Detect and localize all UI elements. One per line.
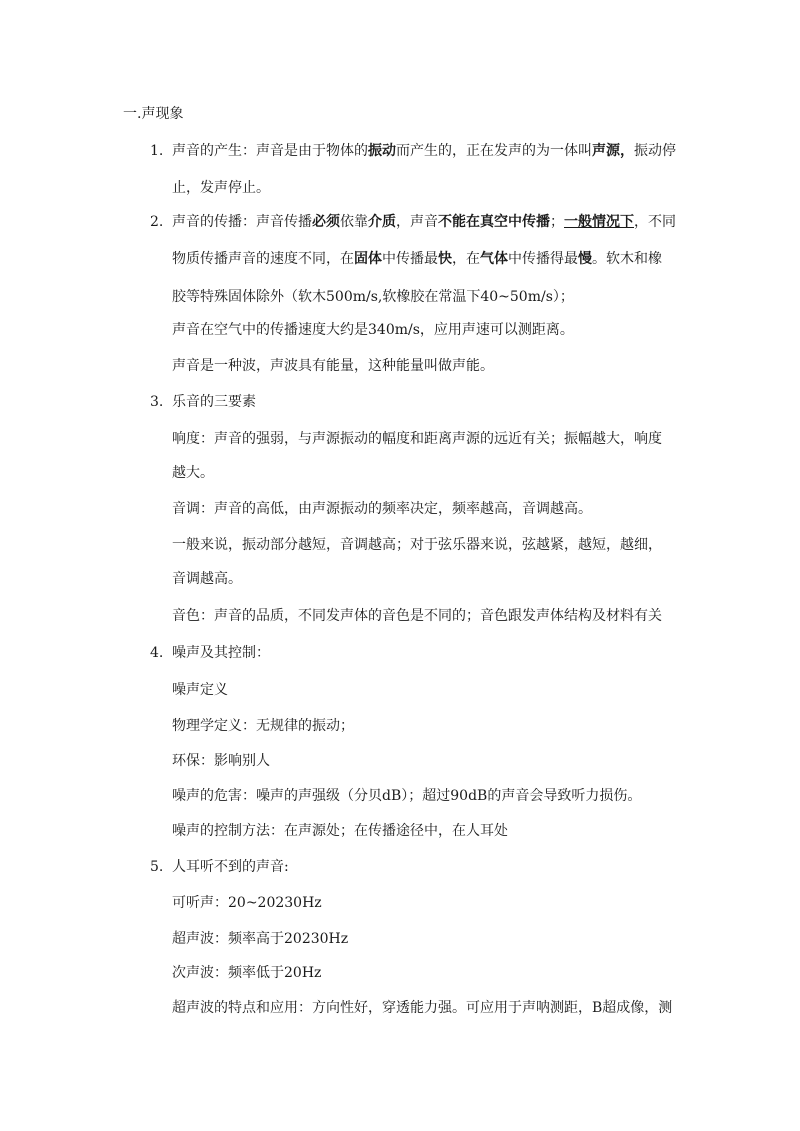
section-title: 一.声现象 [123,106,184,122]
paragraph-line: 人耳听不到的声音: [172,859,289,875]
paragraph-line: 响度：声音的强弱，与声源振动的幅度和距离声源的远近有关；振幅越大，响度 [172,431,662,447]
bold-term: 介质 [368,214,396,230]
bold-term: 振动 [368,143,396,159]
paragraph-line: 噪声定义 [172,682,228,698]
list-number: 2. [150,214,164,230]
paragraph-line: 噪声及其控制： [172,645,270,661]
paragraph-line: 可听声：20~20230Hz [172,895,322,911]
bold-term: 必须 [312,214,340,230]
paragraph-line: 超声波：频率高于20230Hz [172,931,349,947]
paragraph-line: 声音在空气中的传播速度大约是340m/s，应用声速可以测距离。 [172,322,574,338]
list-number: 4. [150,645,164,661]
bold-term: 不能在真空中传播 [438,214,550,230]
paragraph-line: 止，发声停止。 [172,180,270,196]
paragraph-line: 超声波的特点和应用：方向性好，穿透能力强。可应用于声呐测距，B超成像，测 [172,1000,673,1016]
list-number: 5. [150,859,164,875]
paragraph-line: 声音的传播：声音传播必须依靠介质，声音不能在真空中传播；一般情况下，不同 [172,214,676,230]
list-number: 3. [150,394,164,410]
paragraph-line: 环保：影响别人 [172,753,270,769]
bold-term: 声源， [592,143,634,159]
bold-term: 气体 [480,251,508,267]
paragraph-line: 音调越高。 [172,571,242,587]
paragraph-line: 噪声的危害：噪声的声强级（分贝dB）；超过90dB的声音会导致听力损伤。 [172,788,642,804]
paragraph-line: 物理学定义：无规律的振动； [172,718,354,734]
paragraph-line: 声音的产生：声音是由于物体的振动而产生的，正在发声的为一体叫声源，振动停 [172,143,676,159]
paragraph-line: 音调：声音的高低，由声源振动的频率决定，频率越高，音调越高。 [172,501,592,517]
bold-underlined-term: 一般情况下 [564,214,634,230]
list-number: 1. [150,143,164,159]
paragraph-line: 噪声的控制方法：在声源处；在传播途径中，在人耳处 [172,823,508,839]
paragraph-line: 乐音的三要素 [172,394,256,410]
paragraph-line: 一般来说，振动部分越短，音调越高；对于弦乐器来说，弦越紧，越短，越细， [172,537,662,553]
bold-term: 快 [438,251,452,267]
paragraph-line: 物质传播声音的速度不同，在固体中传播最快，在气体中传播得最慢。软木和橡 [172,251,662,267]
paragraph-line: 声音是一种波，声波具有能量，这种能量叫做声能。 [172,358,494,374]
bold-term: 慢 [578,251,592,267]
paragraph-line: 胶等特殊固体除外（软木500m/s,软橡胶在常温下40~50m/s）； [172,289,574,305]
paragraph-line: 越大。 [172,465,214,481]
paragraph-line: 音色：声音的品质，不同发声体的音色是不同的；音色跟发声体结构及材料有关 [172,608,662,624]
paragraph-line: 次声波：频率低于20Hz [172,965,322,981]
bold-term: 固体 [354,251,382,267]
